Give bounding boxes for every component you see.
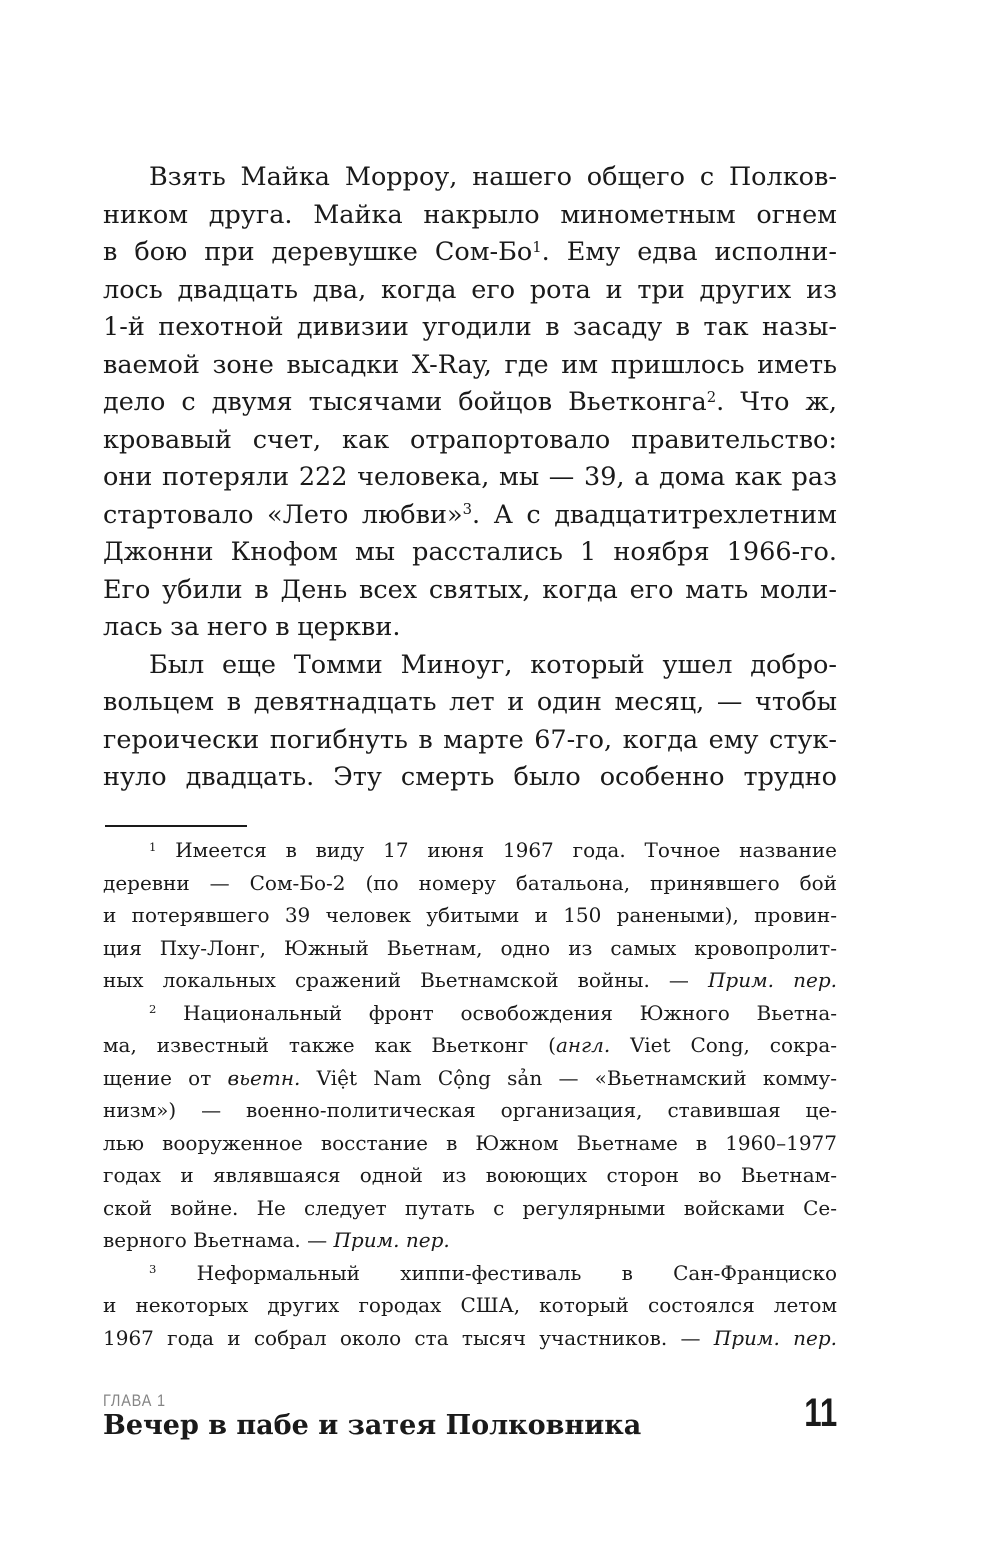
body-text xyxy=(103,159,837,797)
text-line: и потерявшего 39 человек убитыми и 150 ранеными), провин- xyxy=(103,903,837,927)
text-line: вольцем в девятнадцать лет и один месяц, — чтобы xyxy=(103,687,837,717)
text-line: деревни — Сом-Бо-2 (по номеру батальона, принявшего бой xyxy=(103,870,837,895)
page-number: 11 xyxy=(804,1391,837,1435)
text-line: в бою при деревушке Сом-$Бо^1$. Ему едва исполни- xyxy=(103,237,837,267)
paragraph-2 xyxy=(103,647,837,797)
footer-chapter-info xyxy=(103,1392,641,1441)
text-line: стартовало «Лето любви»$^3$. А с двадцатитрехлетним xyxy=(103,499,837,530)
text-line: дело с двумя тысячами бойцов Вьетконга$^2$. Что ж, xyxy=(103,387,837,417)
text-line: $^3$ Неформальный хиппи-фестиваль в Сан-Франциско xyxy=(149,1260,837,1285)
text-line: Был еще Томми Миноуг, который ушел добро- xyxy=(149,649,837,680)
footnote-ref: 3 xyxy=(462,501,473,519)
text-line: лью вооруженное восстание в Южном Вьетнаме в 1960–1977 xyxy=(103,1130,837,1155)
footnote-ref: 1 xyxy=(532,238,542,256)
footnote-separator xyxy=(105,825,247,827)
text-line: героически погибнуть в марте 67-го, когда ему стук- xyxy=(103,724,837,755)
text-line: Джонни Кнофом мы расстались 1 ноября 1966-го. xyxy=(103,537,837,567)
footnote-3 xyxy=(103,1257,837,1355)
text-line: щение от вьетн. Việt Nam Cộng sản — «Вьетнамский комму- xyxy=(103,1065,837,1090)
text-line: ных локальных сражений Вьетнамской войны. — Прим. пер. xyxy=(103,968,837,992)
text-line: низм») — военно-политическая организация, ставившая це- xyxy=(103,1098,837,1122)
text-line: ваемой зоне высадки X-Ray, где им пришлось иметь xyxy=(103,349,837,380)
footnote-1 xyxy=(103,834,837,997)
footnote-ref: 3 xyxy=(149,1262,157,1277)
chapter-title: Вечер в пабе и затея Полковника xyxy=(103,1410,642,1441)
text-line: верного Вьетнама. — Прим. пер. xyxy=(103,1228,450,1252)
footnote-ref: 1 xyxy=(149,839,157,854)
paragraph-1 xyxy=(103,159,837,647)
text-line: кровавый счет, как отрапортовало правительство: xyxy=(103,424,837,455)
text-line: они потеряли 222 человека, мы — 39, а дома как раз xyxy=(103,462,837,492)
text-line: 1967 года и собрал около ста тысяч участников. — Прим. пер. xyxy=(103,1325,837,1350)
text-line: нуло двадцать. Эту смерть было особенно трудно xyxy=(103,762,837,792)
text-line: $^2$ Национальный фронт освобождения Южного Вьетна- xyxy=(149,1000,837,1025)
text-line: ма, известный также как Вьетконг (англ. Viet Cong, сокра- xyxy=(103,1033,837,1057)
footnote-ref: 2 xyxy=(706,388,717,406)
text-line: лась за него в церкви. xyxy=(103,612,401,642)
text-line: лось двадцать два, когда его рота и три других из xyxy=(103,274,837,305)
text-line: годах и являвшаяся одной из воюющих сторон во Вьетнам- xyxy=(103,1163,837,1187)
text-line: Взять Майка Морроу, нашего общего с Полков- xyxy=(149,162,837,192)
footnotes-block xyxy=(103,834,837,1354)
footnote-ref: 2 xyxy=(149,1002,157,1017)
text-line: 1-й пехотной дивизии угодили в засаду в так назы- xyxy=(103,312,837,342)
text-line: и некоторых других городах США, который состоялся летом xyxy=(103,1293,837,1317)
chapter-kicker: ГЛАВА 1 xyxy=(103,1391,166,1410)
text-line: ция Пху-Лонг, Южный Вьетнам, одно из самых кровопролит- xyxy=(103,935,837,960)
text-line: ником друга. Майка накрыло минометным огнем xyxy=(103,199,837,230)
text-line: $^1$ Имеется в виду 17 июня 1967 года. Точное название xyxy=(149,838,837,862)
text-line: ской войне. Не следует путать с регулярными войсками Се- xyxy=(103,1195,837,1220)
page-footer xyxy=(103,1392,837,1441)
footnote-2 xyxy=(103,997,837,1257)
text-line: Его убили в День всех святых, когда его мать моли- xyxy=(103,574,837,605)
